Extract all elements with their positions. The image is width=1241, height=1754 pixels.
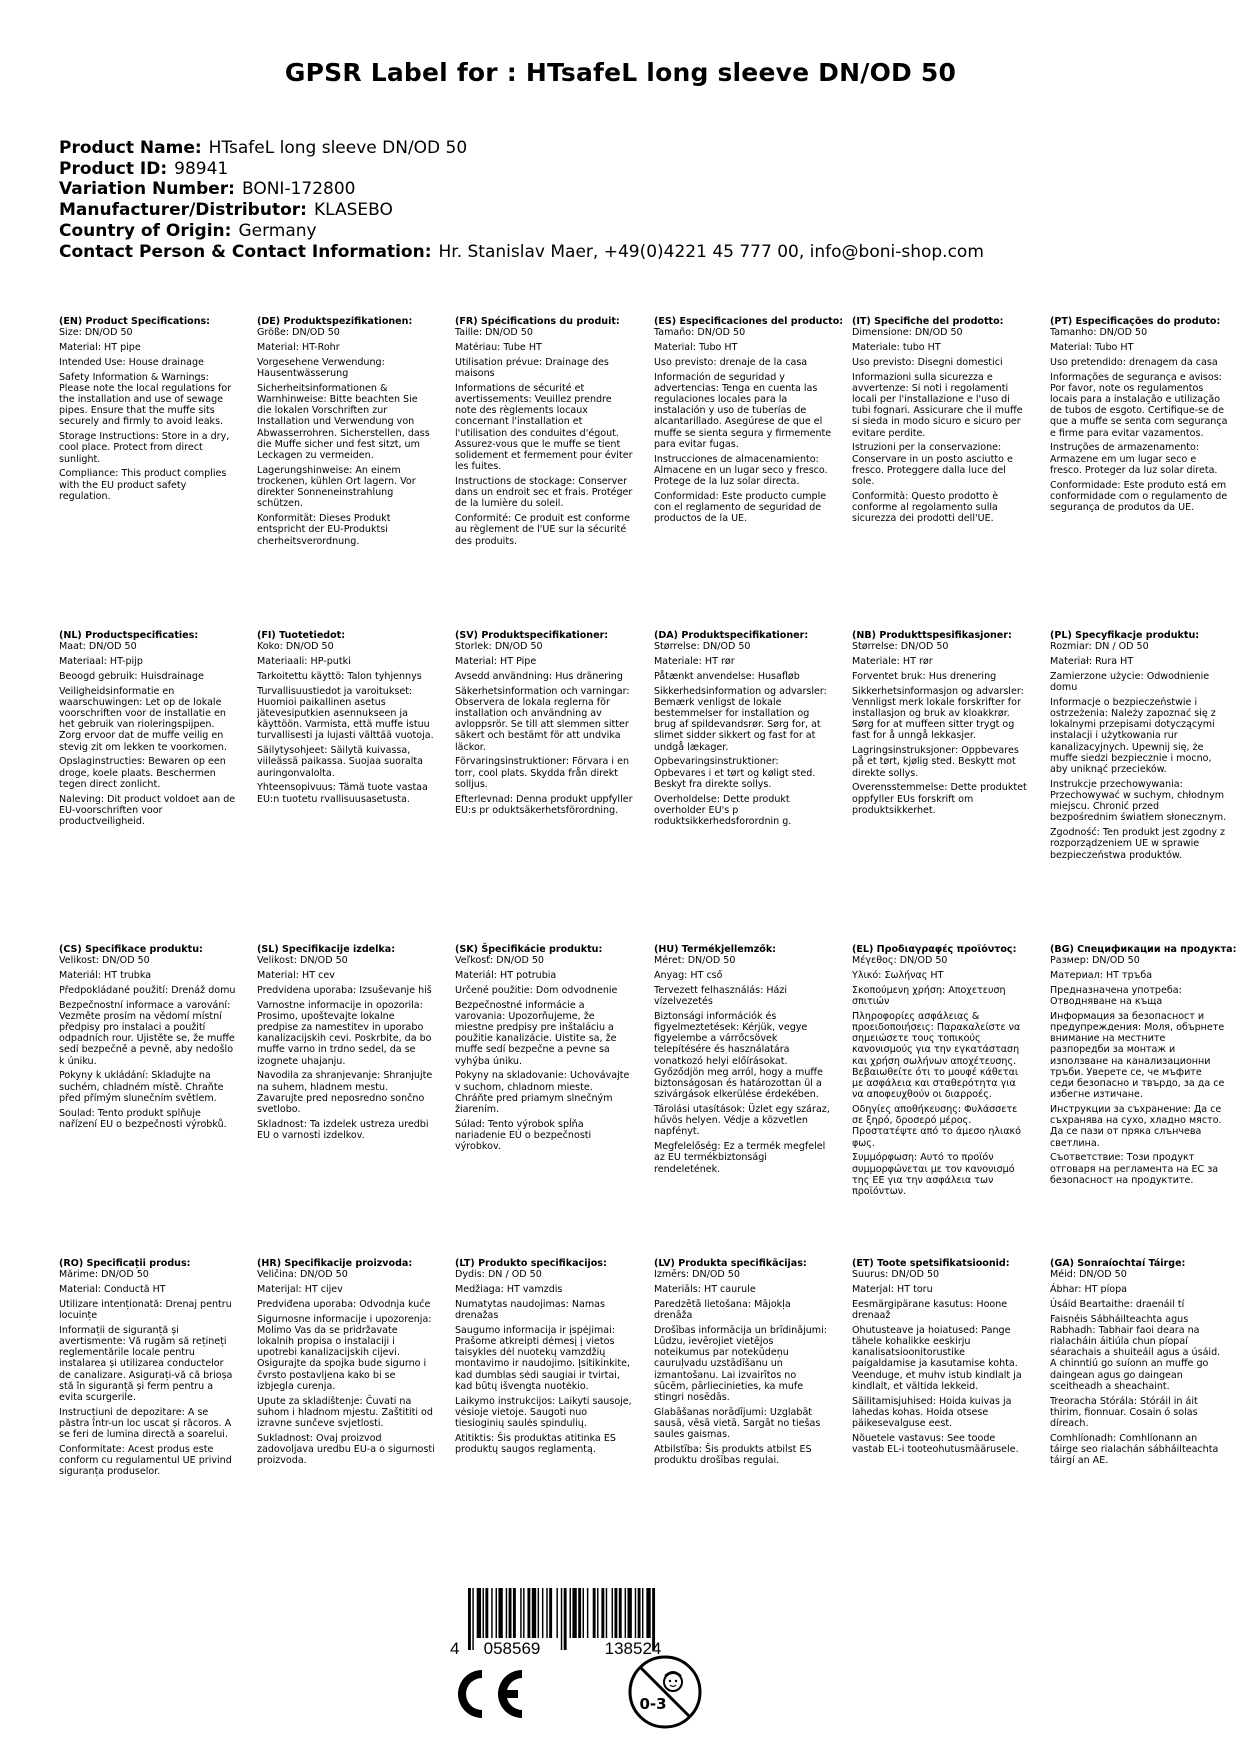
spec-block [1050, 944, 1237, 1190]
info-label: Manufacturer/Distributor: [59, 200, 307, 221]
info-value: Hr. Stanislav Maer, +49(0)4221 45 777 00, info@boni-shop.com [438, 241, 984, 262]
spec-line: Informações de segurança e avisos: Por favor, note os regulamentos locais para a instalação e utilização de tubos de esgoto. Certifique-se de que a muffe se senta com segurança e firme para evitar vazamentos. [1050, 371, 1228, 439]
barcode-bar [612, 1588, 613, 1638]
spec-line: Naleving: Dit product voldoet aan de EU-voorschriften voor productveiligheid. [59, 793, 236, 828]
spec-line: Instruções de armazenamento: Armazene em um lugar seco e fresco. Proteger da luz solar direta. [1050, 442, 1218, 476]
spec-block [59, 316, 237, 506]
spec-line: Dimensione: DN/OD 50 [852, 327, 963, 339]
spec-line: Tárolási utasítások: Üzlet egy száraz, hűvös helyen. Védje a közvetlen napfényt. [654, 1104, 830, 1138]
spec-block [1050, 1258, 1228, 1470]
spec-line: Conformitate: Acest produs este conform cu regulamentul UE privind siguranța produselor. [59, 1444, 232, 1478]
info-value: Germany [238, 220, 317, 241]
info-label: Country of Origin: [59, 220, 232, 241]
spec-line: Conformidade: Este produto está em conformidade com o regulamento de segurança de produtos da UE. [1050, 479, 1228, 514]
spec-line: Vorgesehene Verwendung: Hausentwässerung [257, 356, 385, 379]
spec-block [455, 944, 633, 1156]
spec-row [59, 944, 1239, 1254]
spec-line: Dydis: DN / OD 50 [455, 1269, 542, 1281]
barcode-digits-left: 058569 [483, 1639, 541, 1658]
barcode-bar [635, 1588, 636, 1638]
barcode-bar [491, 1588, 492, 1638]
spec-line: Atbilstība: Šis produkts atbilst ES produktu drošības regulai. [654, 1444, 812, 1467]
spec-line: Materiale: HT rør [654, 656, 735, 667]
spec-block [654, 944, 832, 1178]
spec-line: Numatytas naudojimas: Namas drenažas [455, 1298, 605, 1321]
spec-block [852, 316, 1030, 528]
info-manufacturer [59, 200, 984, 221]
spec-heading: (LT) Produkto specifikacijos: [455, 1258, 607, 1269]
spec-heading: (GA) Sonraíochtaí Táirge: [1050, 1258, 1186, 1269]
product-info [59, 138, 984, 262]
spec-line: Conformità: Questo prodotto è conforme al regolamento sulla sicurezza dei prodotti dell'UE. [852, 490, 999, 525]
barcode-bar [570, 1588, 571, 1638]
barcode-bar [538, 1588, 539, 1638]
barcode-bar [498, 1588, 502, 1638]
spec-line: Nõuetele vastavus: See toode vastab EL-i tooteohutusmäärusele. [852, 1432, 1019, 1456]
barcode-bar [583, 1588, 584, 1638]
not-for-children-0-3-icon [627, 1654, 703, 1730]
spec-block [852, 1258, 1030, 1459]
spec-line: Zgodność: Ten produkt jest zgodny z rozporządzeniem UE w sprawie bezpieczeństwa produktów. [1050, 827, 1226, 861]
spec-heading: (FI) Tuotetiedot: [257, 630, 346, 641]
spec-line: Taille: DN/OD 50 [455, 327, 533, 339]
spec-heading: (ET) Toote spetsifikatsioonid: [852, 1258, 1010, 1269]
spec-line: Megfelelőség: Ez a termék megfelel az EU termékbiztonsági rendeletének. [654, 1141, 826, 1175]
spec-line: Maat: DN/OD 50 [59, 641, 137, 653]
spec-line: Materiál: HT trubka [59, 970, 152, 981]
spec-block [654, 630, 832, 831]
spec-line: Saugumo informacija ir įspėjimai: Prašome atkreipti dėmesį į vietos taisykles dėl nuotekų vamzdžių montavimo ir naudojimo. Įsitikinkite, kad dumblas sėdi saugiai ir tvirtai, kad būtų išvengta nuotėkio. [455, 1324, 630, 1392]
spec-block [654, 316, 844, 528]
spec-block [1050, 316, 1228, 517]
spec-block [257, 630, 435, 808]
spec-heading: (BG) Спецификации на продукта: [1050, 944, 1237, 955]
spec-line: Opbevaringsinstruktioner: Opbevares i et tørt og køligt sted. Beskyt fra direkte sollys. [654, 756, 816, 790]
spec-line: Instrucciones de almacenamiento: Almacene en un lugar seco y fresco. Protege de la luz solar directa. [654, 453, 828, 488]
spec-block [59, 944, 237, 1134]
spec-line: Varnostne informacije in opozorila: Prosimo, upoštevajte lokalne predpise za namestitev in uporabo kanalizacijskih cevi. Poskrbite, da bo muffe varno in trdno sedel, da se izognete uhajanju. [257, 999, 432, 1067]
spec-line: Material: Tubo HT [654, 342, 738, 353]
spec-line: Instrucțiuni de depozitare: A se păstra într-un loc uscat și răcoros. A se feri de lumina directă a soarelui. [59, 1406, 232, 1441]
info-label: Variation Number: [59, 179, 235, 200]
spec-line: Zamierzone użycie: Odwodnienie domu [1050, 670, 1210, 693]
info-label: Product Name: [59, 138, 202, 158]
spec-block [455, 630, 633, 820]
spec-block [59, 630, 237, 831]
spec-line: Säilytysohjeet: Säilytä kuivassa, viileässä paikassa. Suojaa suoralta auringonvalolta. [257, 745, 424, 779]
spec-line: Pokyny k ukládání: Skladujte na suchém, chladném místě. Chraňte před přímým slunečním světlem. [59, 1070, 224, 1104]
spec-line: Efterlevnad: Denna produkt uppfyller EU:s pr oduktsäkerhetsförordning. [455, 793, 633, 816]
spec-line: Istruzioni per la conservazione: Conservare in un posto asciutto e fresco. Proteggere dalla luce del sole. [852, 442, 1013, 488]
spec-line: Treoracha Stórála: Stóráil in áit thirim, fionnuar. Cosain ó solas díreach. [1050, 1395, 1198, 1430]
barcode-bar [625, 1588, 626, 1638]
spec-heading: (LV) Produkta specifikācijas: [654, 1258, 807, 1269]
barcode-bar [468, 1588, 471, 1650]
spec-block [59, 1258, 237, 1481]
info-label: Product ID: [59, 158, 168, 179]
spec-line: Velikost: DN/OD 50 [257, 955, 348, 967]
spec-line: Size: DN/OD 50 [59, 327, 133, 339]
spec-line: Lagerungshinweise: An einem trockenen, kühlen Ort lagern. Vor direkter Sonneneinstrahlung schützen. [257, 464, 416, 510]
spec-line: Tamanho: DN/OD 50 [1050, 327, 1148, 339]
barcode-bar [483, 1588, 484, 1638]
spec-line: Sukladnost: Ovaj proizvod zadovoljava uredbu EU-a o sigurnosti proizvoda. [257, 1432, 435, 1467]
spec-line: Rozmiar: DN / OD 50 [1050, 641, 1149, 653]
spec-line: Turvallisuustiedot ja varoitukset: Huomioi paikallinen asetus jätevesiputkien asennukseen ja käyttöön. Varmista, että muffe istuu turvallisesti ja lujasti välttää vuotoja. [257, 685, 434, 742]
spec-heading: (PT) Especificações do produto: [1050, 316, 1221, 327]
spec-line: Compliance: This product complies with the EU product safety regulation. [59, 468, 227, 502]
spec-line: Biztonsági információk és figyelmeztetések: Kérjük, vegye figyelembe a várrőcsövek telepítésére és használatára vonatkozó helyi előírásokat. Győződjön meg arról, hogy a muffe biztonságosan és határozottan ül a szivárgások elkerülése érdekében. [654, 1010, 823, 1101]
age-label: 0-3 [639, 1695, 667, 1713]
spec-line: Predviđena uporaba: Odvodnja kuće [257, 1298, 431, 1310]
spec-line: Velikost: DN/OD 50 [59, 955, 150, 967]
info-contact [59, 242, 984, 263]
spec-heading: (SL) Specifikacije izdelka: [257, 944, 396, 955]
barcode-bar [549, 1588, 552, 1638]
spec-line: Размер: DN/OD 50 [1050, 955, 1140, 967]
spec-line: Instructions de stockage: Conserver dans un endroit sec et frais. Protéger de la lumière du soleil. [455, 476, 633, 510]
spec-line: Материал: HT тръба [1050, 970, 1153, 981]
spec-line: Förvaringsinstruktioner: Förvara i en torr, cool plats. Skydda från direkt solljus. [455, 756, 630, 790]
barcode-bar [601, 1588, 604, 1638]
spec-line: Předpokládané použití: Drenáž domu [59, 984, 236, 996]
spec-line: Material: HT pipe [59, 342, 141, 353]
barcode-bar [642, 1588, 643, 1638]
barcode-bar [578, 1588, 581, 1638]
spec-line: Μέγεθος: DN/OD 50 [852, 955, 948, 967]
barcode [450, 1588, 720, 1658]
info-value: KLASEBO [313, 200, 393, 221]
barcode-bar [587, 1588, 588, 1638]
spec-heading: (RO) Specificații produs: [59, 1258, 191, 1269]
spec-line: Påtænkt anvendelse: Husafløb [654, 670, 800, 682]
spec-line: Materiale: HT rør [852, 656, 933, 667]
info-value: BONI-172800 [241, 179, 356, 200]
spec-line: Materiāls: HT caurule [654, 1284, 756, 1295]
spec-block [257, 944, 435, 1145]
barcode-bar [628, 1588, 632, 1638]
spec-line: Forventet bruk: Hus drenering [852, 670, 997, 682]
spec-line: Предназначена употреба: Отводняване на къща [1050, 984, 1182, 1007]
spec-line: Informations de sécurité et avertissements: Veuillez prendre note des règlements locaux concernant l'installation et l'utilisation des conduites d'égout. Assurez-vous que le muffe se tient solidement et fermement pour éviter les fuites. [455, 382, 633, 473]
spec-line: Instrukcje przechowywania: Przechowywać w suchym, chłodnym miejscu. Chronić przed bezpośrednim światłem słonecznym. [1050, 778, 1227, 824]
spec-line: Úsáid Beartaithe: draenáil tí [1050, 1298, 1185, 1310]
spec-line: Οδηγίες αποθήκευσης: Φυλάσσετε σε ξηρό, δροσερό μέρος. Προστατέψτε από το άμεσο ηλιακό φως. [852, 1104, 1022, 1149]
spec-line: Drošības informācija un brīdinājumi: Lūdzu, ievērojiet vietējos noteikumus par notekūdeņu cauruļvadu uzstādīšanu un izmantošanu. Lai izvairītos no sūcēm, pārliecinieties, ka mufe stingri nosēdās. [654, 1324, 827, 1404]
spec-line: Conformité: Ce produit est conforme au règlement de l'UE sur la sécurité des produits. [455, 513, 630, 547]
spec-line: Skladnost: Ta izdelek ustreza uredbi EU o varnosti izdelkov. [257, 1118, 429, 1142]
spec-line: Tamaño: DN/OD 50 [654, 327, 746, 339]
spec-line: Materiál: HT potrubia [455, 970, 557, 981]
spec-heading: (EL) Προδιαγραφές προϊόντος: [852, 944, 1017, 955]
spec-line: Mărime: DN/OD 50 [59, 1269, 149, 1281]
spec-row [59, 316, 1239, 626]
spec-line: Uso previsto: drenaje de la casa [654, 356, 808, 368]
spec-heading: (DE) Produktspezifikationen: [257, 316, 413, 327]
spec-heading: (HR) Specifikacije proizvoda: [257, 1258, 413, 1269]
barcode-bar [513, 1588, 516, 1638]
spec-line: Material: Conductă HT [59, 1284, 166, 1295]
barcode-bar [527, 1588, 530, 1638]
spec-line: Izmērs: DN/OD 50 [654, 1269, 740, 1281]
spec-line: Material: Tubo HT [1050, 342, 1134, 353]
spec-line: Ábhar: HT píopa [1050, 1284, 1128, 1295]
barcode-bar [593, 1588, 596, 1638]
spec-line: Sikkerhedsinformation og advarsler: Bemærk venligst de lokale bestemmelser for installation og brug af spildevandsrør. Sørg for, at slimet sidder sikkert og fast for at undgå lækager. [654, 685, 827, 753]
spec-line: Určené použitie: Dom odvodnenie [455, 984, 618, 996]
info-product-name [59, 138, 984, 159]
spec-line: Tervezett felhasználás: Házi vízelvezetés [654, 984, 788, 1007]
spec-line: Laikymo instrukcijos: Laikyti sausoje, vėsioje vietoje. Saugoti nuo tiesioginių saulės spindulių. [455, 1395, 632, 1430]
spec-line: Informații de siguranță și avertismente: Vă rugăm să rețineți reglementările locale pentru instalarea și utilizarea conductelor de canalizare. Asigurați-vă că brioșa stă în siguranță și ferm pentru a evita scurgerile. [59, 1324, 233, 1404]
spec-line: Glabāšanas norādījumi: Uzglabāt sausā, vēsā vietā. Sargāt no tiešas saules gaismas. [654, 1406, 821, 1441]
info-label: Contact Person & Contact Information: [59, 241, 432, 262]
spec-heading: (EN) Product Specifications: [59, 316, 210, 327]
info-value: HTsafeL long sleeve DN/OD 50 [208, 138, 468, 158]
barcode-bar [619, 1588, 622, 1638]
spec-block [852, 630, 1030, 820]
spec-line: Συμμόρφωση: Αυτό το προϊόν συμμορφώνεται με τον κανονισμό της ΕΕ για την ασφάλεια των προϊόντων. [852, 1152, 1015, 1198]
spec-line: Bezpečnostní informace a varování: Vezměte prosím na vědomí místní předpisy pro instalaci a použití odpadních rour. Ujistěte se, že muffe sedí bezpečně a pevně, aby nedošlo k úniku. [59, 999, 235, 1067]
spec-line: Veličina: DN/OD 50 [257, 1269, 348, 1281]
spec-line: Informacje o bezpieczeństwie i ostrzeżenia: Należy zapoznać się z lokalnymi przepisami dotyczącymi instalacji i użytkowania rur kanalizacyjnych. Upewnij się, że muffe siedzi bezpiecznie i mocno, aby uniknąć przecieków. [1050, 696, 1216, 776]
spec-line: Avsedd användning: Hus dränering [455, 670, 623, 682]
ce-mark [452, 1666, 528, 1722]
spec-heading: (PL) Specyfikacje produktu: [1050, 630, 1200, 641]
barcode-bar [546, 1588, 547, 1638]
spec-line: Tarkoitettu käyttö: Talon tyhjennys [257, 670, 422, 682]
spec-line: Materiaali: HP-putki [257, 656, 351, 667]
spec-line: Navodila za shranjevanje: Shranjujte na suhem, hladnem mestu. Zavarujte pred neposredno sončno svetlobo. [257, 1070, 433, 1116]
spec-line: Utilizare intenționată: Drenaj pentru locuințe [59, 1298, 232, 1321]
barcode-bar [523, 1588, 524, 1638]
spec-line: Súlad: Tento výrobok spĺňa nariadenie EÚ o bezpečnosti výrobkov. [455, 1118, 592, 1153]
barcode-bar [496, 1588, 497, 1638]
spec-line: Overholdelse: Dette produkt overholder EU's p roduktsikkerhedsforordnin g. [654, 793, 792, 828]
spec-line: Materiale: tubo HT [852, 342, 941, 353]
spec-line: Medžiaga: HT vamzdis [455, 1284, 563, 1295]
spec-line: Materiaal: HT-pijp [59, 656, 143, 667]
barcode-bar [638, 1588, 641, 1638]
barcode-digit-first: 4 [450, 1639, 460, 1658]
info-product-id [59, 159, 984, 180]
spec-line: Anyag: HT cső [654, 970, 723, 981]
spec-line: Utilisation prévue: Drainage des maisons [455, 356, 609, 379]
barcode-bar [556, 1588, 557, 1638]
barcode-bar [606, 1588, 607, 1638]
barcode-bar [572, 1588, 576, 1638]
spec-line: Съответствие: Този продукт отговаря на регламента на ЕС за безопасност на продуктите. [1050, 1152, 1219, 1186]
barcode-digits-right: 138524 [604, 1639, 662, 1658]
spec-block [257, 1258, 435, 1470]
spec-line: Predvidena uporaba: Izsuševanje hiš [257, 984, 432, 996]
barcode-bar [614, 1588, 617, 1638]
spec-heading: (IT) Specifiche del prodotto: [852, 316, 1004, 327]
spec-line: Matériau: Tube HT [455, 342, 542, 353]
barcode-bar [542, 1588, 543, 1638]
barcode-bar [520, 1588, 521, 1638]
spec-line: Υλικό: Σωλήνας HT [852, 970, 944, 981]
spec-block [455, 1258, 633, 1459]
ce-letter-e [498, 1670, 522, 1718]
spec-line: Konformität: Dieses Produkt entspricht der EU-Produktsi cherheitsverordnung. [257, 513, 391, 547]
spec-line: Faisnéis Sábháilteachta agus Rabhadh: Tabhair faoi deara na rialacháin áitiúla chun píopaí séarachais a shuiteáil agus a úsáid. A chinntiú go suíonn an muffe go daingean agus go daingean sceitheadh a sheachaint. [1050, 1313, 1221, 1392]
spec-row [59, 1258, 1239, 1568]
spec-heading: (NB) Produkttspesifikasjoner: [852, 630, 1012, 641]
spec-line: Atitiktis: Šis produktas atitinka ES produktų saugos reglamentą. [455, 1432, 616, 1456]
info-value: 98941 [174, 158, 229, 179]
spec-line: Uso previsto: Disegni domestici [852, 356, 1003, 368]
spec-heading: (HU) Termékjellemzők: [654, 944, 776, 955]
barcode-bar [646, 1588, 650, 1638]
spec-line: Conformidad: Este producto cumple con el reglamento de seguridad de productos de la UE. [654, 490, 827, 525]
spec-line: Größe: DN/OD 50 [257, 327, 340, 339]
spec-line: Størrelse: DN/OD 50 [654, 641, 751, 653]
barcode-bar [532, 1588, 536, 1638]
barcode-bar [472, 1588, 473, 1650]
spec-block [257, 316, 435, 550]
barcode-bar [477, 1588, 481, 1638]
spec-line: Intended Use: House drainage [59, 356, 204, 368]
spec-line: Méret: DN/OD 50 [654, 955, 736, 967]
spec-line: Bezpečnostné informácie a varovania: Upozorňujeme, že miestne predpisy pre inštaláciu a použitie kanalizácie. Uistite sa, že muffe sedí bezpečne a pevne sa vyhýba úniku. [455, 999, 617, 1067]
spec-line: Opslaginstructies: Bewaren op een droge, koele plaats. Beschermen tegen direct zonlicht. [59, 756, 226, 790]
spec-line: Koko: DN/OD 50 [257, 641, 334, 653]
spec-line: Méid: DN/OD 50 [1050, 1269, 1127, 1281]
spec-line: Eesmärgipärane kasutus: Hoone drenaaž [852, 1298, 1008, 1321]
info-country-of-origin [59, 221, 984, 242]
spec-line: Veiligheidsinformatie en waarschuwingen: Let op de lokale voorschriften voor de installatie en het gebruik van rioleringspijpen. Zorg ervoor dat de muffe veilig en stevig zit om lekken te voorkomen. [59, 685, 228, 753]
spec-line: Upute za skladištenje: Čuvati na suhom i hladnom mjestu. Zaštititi od izravne sunčeve svjetlosti. [257, 1395, 433, 1430]
spec-row [59, 630, 1239, 940]
spec-line: Storlek: DN/OD 50 [455, 641, 543, 653]
barcode-bar [509, 1588, 512, 1638]
spec-line: Materiał: Rura HT [1050, 656, 1134, 667]
page-title: GPSR Label for : HTsafeL long sleeve DN/OD 50 [284, 58, 957, 87]
spec-heading: (FR) Spécifications du produit: [455, 316, 620, 327]
spec-line: Säkerhetsinformation och varningar: Observera de lokala reglerna för installation och användning av avloppsrör. Se till att slemmen sitter säkert och bestämt för att undvika läckor. [455, 685, 630, 753]
spec-heading: (CS) Specifikace produktu: [59, 944, 203, 955]
spec-line: Πληροφορίες ασφάλειας & προειδοποιήσεις: Παρακαλείστε να σημειώσετε τους τοπικούς κανονισμούς για την εγκατάσταση και χρήση σωλήνων αποχέτευσης. Βεβαιωθείτε ότι το μουφέ κάθεται με ασφάλεια και σταθερότητα για να αποφευχθούν οι διαρροές. [852, 1010, 1021, 1101]
spec-line: Información de seguridad y advertencias: Tenga en cuenta las regulaciones locales para la instalación y uso de tuberías de alcantarillado. Asegúrese de que el muffe se sienta segura y firmemente para evitar fugas. [654, 371, 832, 450]
spec-line: Materjal: HT toru [852, 1284, 933, 1295]
barcode-bar [485, 1588, 488, 1638]
spec-line: Overensstemmelse: Dette produktet oppfyller EUs forskrift om produktsikkerhet. [852, 782, 1027, 816]
spec-line: Pokyny na skladovanie: Uchovávajte v suchom, chladnom mieste. Chráňte pred priamym slnečným žiarením. [455, 1070, 630, 1116]
spec-heading: (NL) Productspecificaties: [59, 630, 199, 641]
spec-line: Lagringsinstruksjoner: Oppbevares på et tørt, kjølig sted. Beskytt mot direkte sollys. [852, 745, 1019, 779]
spec-line: Material: HT Pipe [455, 656, 537, 667]
spec-line: Soulad: Tento produkt splňuje nařízení EU o bezpečnosti výrobků. [59, 1107, 227, 1130]
spec-line: Materijal: HT cijev [257, 1284, 343, 1295]
ce-letter-c [458, 1670, 482, 1718]
spec-heading: (ES) Especificaciones del producto: [654, 316, 844, 327]
spec-line: Veľkosť: DN/OD 50 [455, 955, 544, 967]
spec-line: Comhlíonadh: Comhlíonann an táirge seo rialachán sábháilteachta táirgí an AE. [1050, 1432, 1219, 1467]
spec-line: Sicherheitsinformationen & Warnhinweise: Bitte beachten Sie die lokalen Vorschriften zur Installation und Verwendung von Abwasserrohren. Sicherstellen, dass die Muffe sicher und fest sitzt, um Leckagen zu vermeiden. [257, 382, 430, 462]
spec-line: Sikkerhetsinformasjon og advarsler: Vennligst merk lokale forskrifter for installasjon og bruk av kloakkrør. Sørg for at muffeen sitter trygt og fast for å unngå lekkasjer. [852, 685, 1024, 742]
barcode-bar [597, 1588, 598, 1638]
spec-line: Material: HT cev [257, 970, 335, 981]
spec-block [852, 944, 1030, 1201]
spec-line: Säilitamisjuhised: Hoida kuivas ja lahedas kohas. Hoida otsese päikesevalguse eest. [852, 1395, 1012, 1430]
barcode-bar [506, 1588, 507, 1638]
spec-line: Σκοπούμενη χρήση: Αποχετευση σπιτιών [852, 984, 1006, 1007]
spec-heading: (SV) Produktspecifikationer: [455, 630, 609, 641]
spec-line: Информация за безопасност и предупреждения: Моля, обърнете внимание на местните разпоредби за монтаж и използване на канализационни тръби. Уверете се, че мъфите седи безопасно и твърдо, за да се избегне изтичане. [1050, 1010, 1225, 1101]
spec-line: Storage Instructions: Store in a dry, cool place. Protect from direct sunlight. [59, 431, 230, 465]
spec-line: Uso pretendido: drenagem da casa [1050, 356, 1218, 368]
spec-line: Suurus: DN/OD 50 [852, 1269, 940, 1281]
spec-line: Paredzētā lietošana: Mājokļa drenāža [654, 1298, 791, 1321]
spec-line: Informazioni sulla sicurezza e avvertenze: Si noti i regolamenti locali per l'installazione e l'uso di tubi fognari. Assicurare che il muffe si sieda in modo sicuro e sicuro per evitare perdite. [852, 371, 1023, 439]
spec-block [1050, 630, 1228, 864]
spec-line: Yhteensopivuus: Tämä tuote vastaa EU:n tuotetu rvallisuusasetusta. [257, 782, 428, 805]
info-variation-number [59, 179, 984, 200]
spec-block [654, 1258, 832, 1470]
barcode-bar [564, 1588, 567, 1650]
spec-heading: (SK) Špecifikácie produktu: [455, 944, 603, 955]
barcode-bar [561, 1588, 562, 1650]
spec-line: Инструкции за съхранение: Да се съхранява на сухо, хладно място. Да се пази от пряка слънчева светлина. [1050, 1104, 1222, 1149]
spec-line: Størrelse: DN/OD 50 [852, 641, 949, 653]
spec-line: Safety Information & Warnings: Please note the local regulations for the installation and use of sewage pipes. Ensure that the muffe sits securely and firmly to avoid leaks. [59, 371, 232, 428]
spec-line: Beoogd gebruik: Huisdrainage [59, 670, 204, 682]
spec-block [455, 316, 633, 550]
spec-heading: (DA) Produktspecifikationer: [654, 630, 809, 641]
spec-line: Sigurnosne informacije i upozorenja: Molimo Vas da se pridržavate lokalnih propisa o instalaciji i upotrebi kanalizacijskih cijevi. Osigurajte da spojka bude sigurno i čvrsto postavljena kako bi se izbjegla curenja. [257, 1313, 432, 1392]
spec-line: Material: HT-Rohr [257, 342, 340, 353]
spec-line: Ohutusteave ja hoiatused: Pange tähele kohalikke eeskirju kanalisatsioonitorustike paigaldamise ja kasutamise kohta. Veenduge, et muhv istub kindlalt ja kindlalt, et vältida lekkeid. [852, 1324, 1022, 1392]
